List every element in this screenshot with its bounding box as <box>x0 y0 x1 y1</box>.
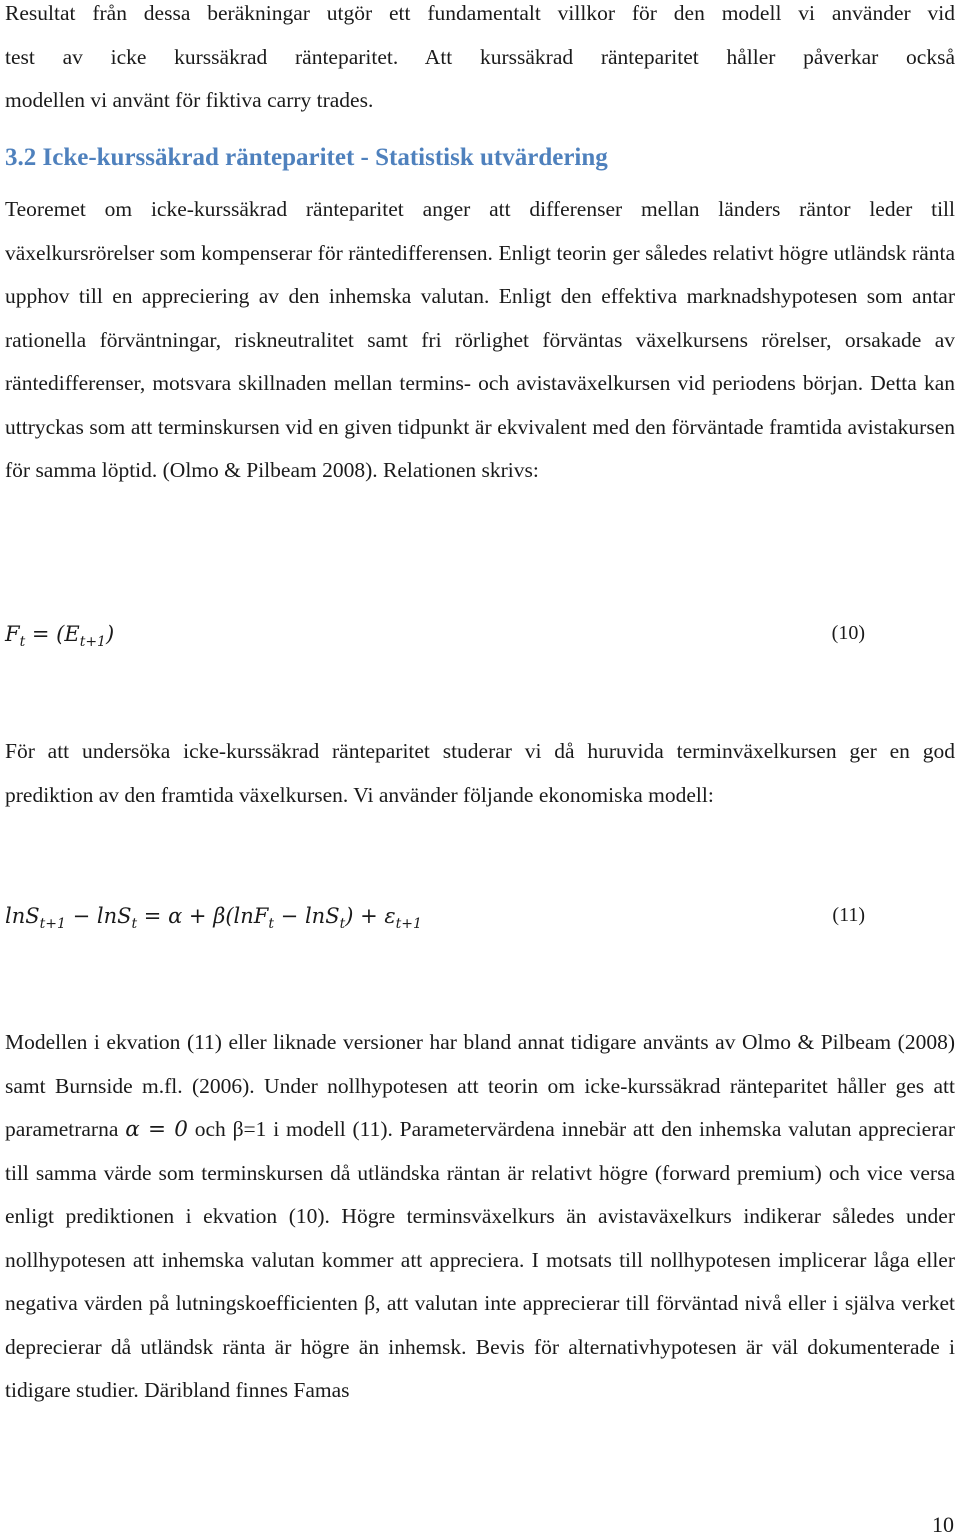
section-heading: 3.2 Icke-kurssäkrad ränteparitet - Statistisk utvärdering <box>5 144 608 171</box>
equation-10-formula: $F_t = (E_{t+1})$ <box>5 622 115 650</box>
intro-paragraph <box>5 0 955 123</box>
paragraph-model-intro: För att undersöka icke-kurssäkrad ränteparitet studerar vi då huruvida terminväxelkursen ger en god prediktion av den framtida växelkursen. Vi använder följande ekonomiska modell: <box>5 739 955 807</box>
paragraph-hypothesis <box>5 1021 955 1413</box>
intro-line-2: test av icke kurssäkrad ränteparitet. Att kurssäkrad ränteparitet håller påverkar också <box>5 44 955 69</box>
alpha-equation: α = 0 <box>125 1117 188 1142</box>
page-number: 10 <box>932 1512 954 1537</box>
equation-10-number: (10) <box>831 622 865 644</box>
equation-11-number: (11) <box>832 904 865 926</box>
equation-11 <box>5 904 865 944</box>
equation-10 <box>5 622 865 662</box>
paragraph-hypothesis-part-b: och β=1 i modell (11). Parametervärdena innebär att den inhemska valutan apprecierar till samma värde som terminskursen då utländska räntan är relativt högre (forward premium) och vice versa enligt prediktionen i ekvation (10). Högre terminsväxelkurs än avistaväxelkurs indikerar således under nollhypotesen att inhemska valutan kommer att appreciera. I motsats till nollhypotesen implicerar låga eller negativa värden på lutningskoefficienten β, att valutan inte apprecierar till förväntad nivå eller i själva verket deprecierar då utländsk ränta är högre än inhemsk. Bevis för alternativhypotesen är väl dokumenterade i tidigare studier. Däribland finnes Famas <box>5 1117 955 1402</box>
equation-11-formula: $\ln S_{t+1} - \ln S_t = \alpha + \beta(\ln F_t - \ln S_t) + \varepsilon_{t+1}$ <box>5 904 422 932</box>
intro-line-1: Resultat från dessa beräkningar utgör ett fundamentalt villkor för den modell vi använder vid <box>5 1 955 25</box>
paragraph-theory: Teoremet om icke-kurssäkrad ränteparitet anger att differenser mellan länders räntor leder till växelkursrörelser som kompenserar för räntedifferensen. Enligt teorin ger således relativt högre utländsk ränta upphov till en appreciering av den inhemska valutan. Enligt den effektiva marknadshypotesen som antar rationella förväntningar, riskneutralitet samt fri rörlighet förväntas växelkursens rörelser, orsakade av räntedifferenser, motsvara skillnaden mellan termins- och avistaväxelkursen vid periodens början. Detta kan uttryckas som att terminskursen vid en given tidpunkt är ekvivalent med den förväntade framtida avistakursen för samma löptid. (Olmo & Pilbeam 2008). Relationen skrivs: <box>5 197 955 482</box>
intro-line-3: modellen vi använt för fiktiva carry trades. <box>5 88 374 112</box>
paragraph-hypothesis-part-a: Modellen i ekvation (11) eller liknade versioner har bland annat tidigare använts av Olmo & Pilbeam (2008) samt Burnside m.fl. (2006). Under nollhypotesen att teorin om icke-kurssäkrad ränteparitet håller ges att parametrarna <box>5 1030 955 1141</box>
